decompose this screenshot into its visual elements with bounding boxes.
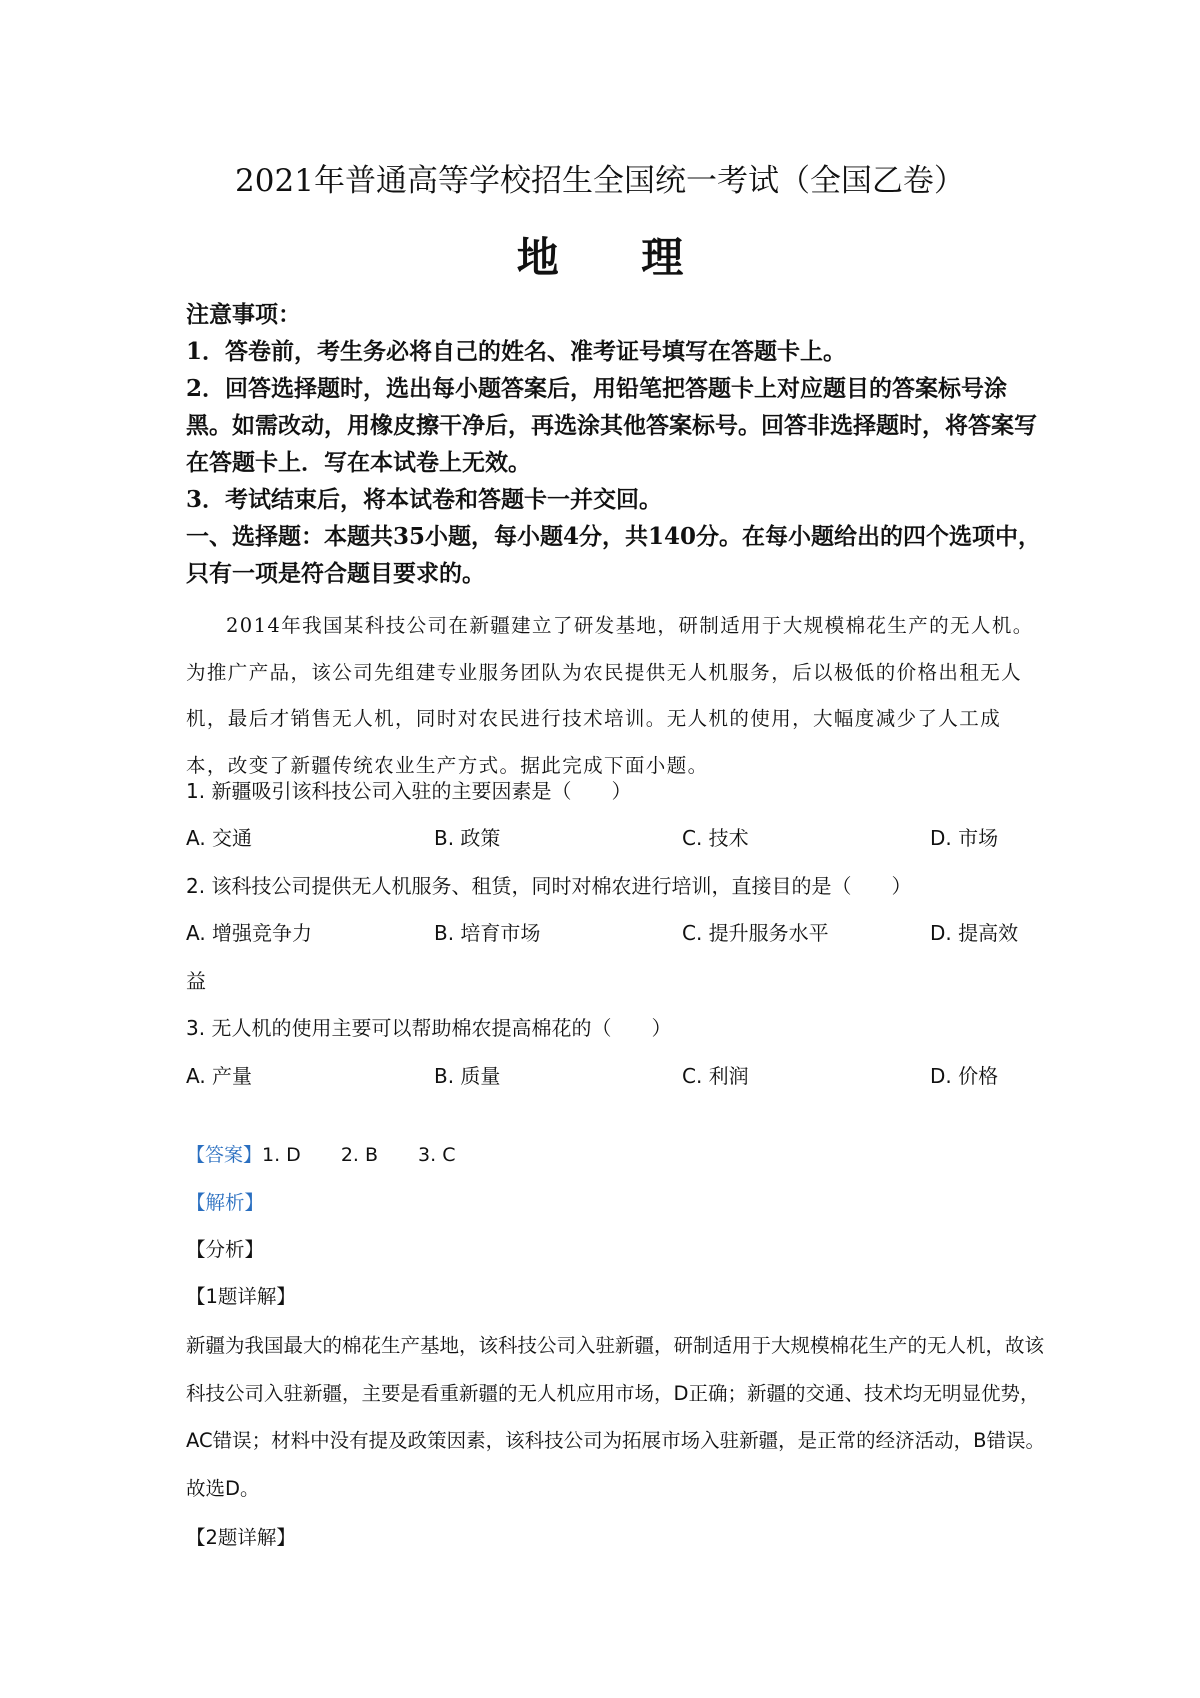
option-c: C. 利润 xyxy=(682,1064,749,1088)
answer-label: 【答案】 xyxy=(186,1144,263,1166)
notice-heading: 注意事项： xyxy=(186,301,301,328)
question-1: 1. 新疆吸引该科技公司入驻的主要因素是（ ） xyxy=(186,779,632,803)
notice-item: 1．答卷前，考生务必将自己的姓名、准考证号填写在答题卡上。 xyxy=(186,338,847,365)
answer-value: 1. D xyxy=(262,1144,301,1166)
option-b: B. 质量 xyxy=(434,1064,501,1088)
option-d: D. 市场 xyxy=(930,826,999,850)
answer-value: 3. C xyxy=(418,1144,456,1166)
option-d: D. 价格 xyxy=(930,1064,999,1088)
fenxi-label: 【分析】 xyxy=(186,1238,265,1261)
option-a: A. 增强竞争力 xyxy=(186,921,313,945)
option-c: C. 技术 xyxy=(682,826,749,850)
answer-line xyxy=(186,1140,455,1167)
option-d-wrap: 益 xyxy=(186,969,206,993)
notice-item: 2．回答选择题时，选出每小题答案后，用铅笔把答题卡上对应题目的答案标号涂黑。如需改动，用橡皮擦干净后，再选涂其他答案标号。回答非选择题时，将答案写在答题卡上．写在本试卷上无效。 xyxy=(186,375,1037,476)
option-a: A. 产量 xyxy=(186,1064,253,1088)
notice-block xyxy=(186,296,1046,592)
option-c: C. 提升服务水平 xyxy=(682,921,829,945)
option-b: B. 培育市场 xyxy=(434,921,541,945)
answer-value: 2. B xyxy=(340,1144,379,1166)
notice-item: 3．考试结束后，将本试卷和答题卡一并交回。 xyxy=(186,486,663,513)
option-a: A. 交通 xyxy=(186,826,253,850)
option-b: B. 政策 xyxy=(434,826,501,850)
subject-heading: 地 理 xyxy=(516,233,718,282)
q1-detail-text: 新疆为我国最大的棉花生产基地，该科技公司入驻新疆，研制适用于大规模棉花生产的无人机，故该科技公司入驻新疆，主要是看重新疆的无人机应用市场，D正确；新疆的交通、技术均无明显优势，AC错误；材料中没有提及政策因素，该科技公司为拓展市场入驻新疆，是正常的经济活动，B错误。故选D。 xyxy=(186,1334,1045,1500)
q2-detail-title: 【2题详解】 xyxy=(186,1526,296,1549)
q1-detail-title: 【1题详解】 xyxy=(186,1285,296,1308)
analysis-label: 【解析】 xyxy=(186,1191,265,1214)
question-stem: 2014年我国某科技公司在新疆建立了研发基地，研制适用于大规模棉花生产的无人机。为推广产品，该公司先组建专业服务团队为农民提供无人机服务，后以极低的价格出租无人机，最后才销售无人机，同时对农民进行技术培训。无人机的使用，大幅度减少了人工成本，改变了新疆传统农业生产方式。据此完成下面小题。 xyxy=(186,614,1034,777)
option-d: D. 提高效 xyxy=(930,921,1019,945)
question-2: 2. 该科技公司提供无人机服务、租赁，同时对棉农进行培训，直接目的是（ ） xyxy=(186,874,912,898)
section-heading: 一、选择题：本题共35小题，每小题4分，共140分。在每小题给出的四个选项中，只有一项是符合题目要求的。 xyxy=(186,523,1042,587)
exam-title: 2021年普通高等学校招生全国统一考试（全国乙卷） xyxy=(235,163,965,199)
question-3: 3. 无人机的使用主要可以帮助棉农提高棉花的（ ） xyxy=(186,1016,672,1040)
